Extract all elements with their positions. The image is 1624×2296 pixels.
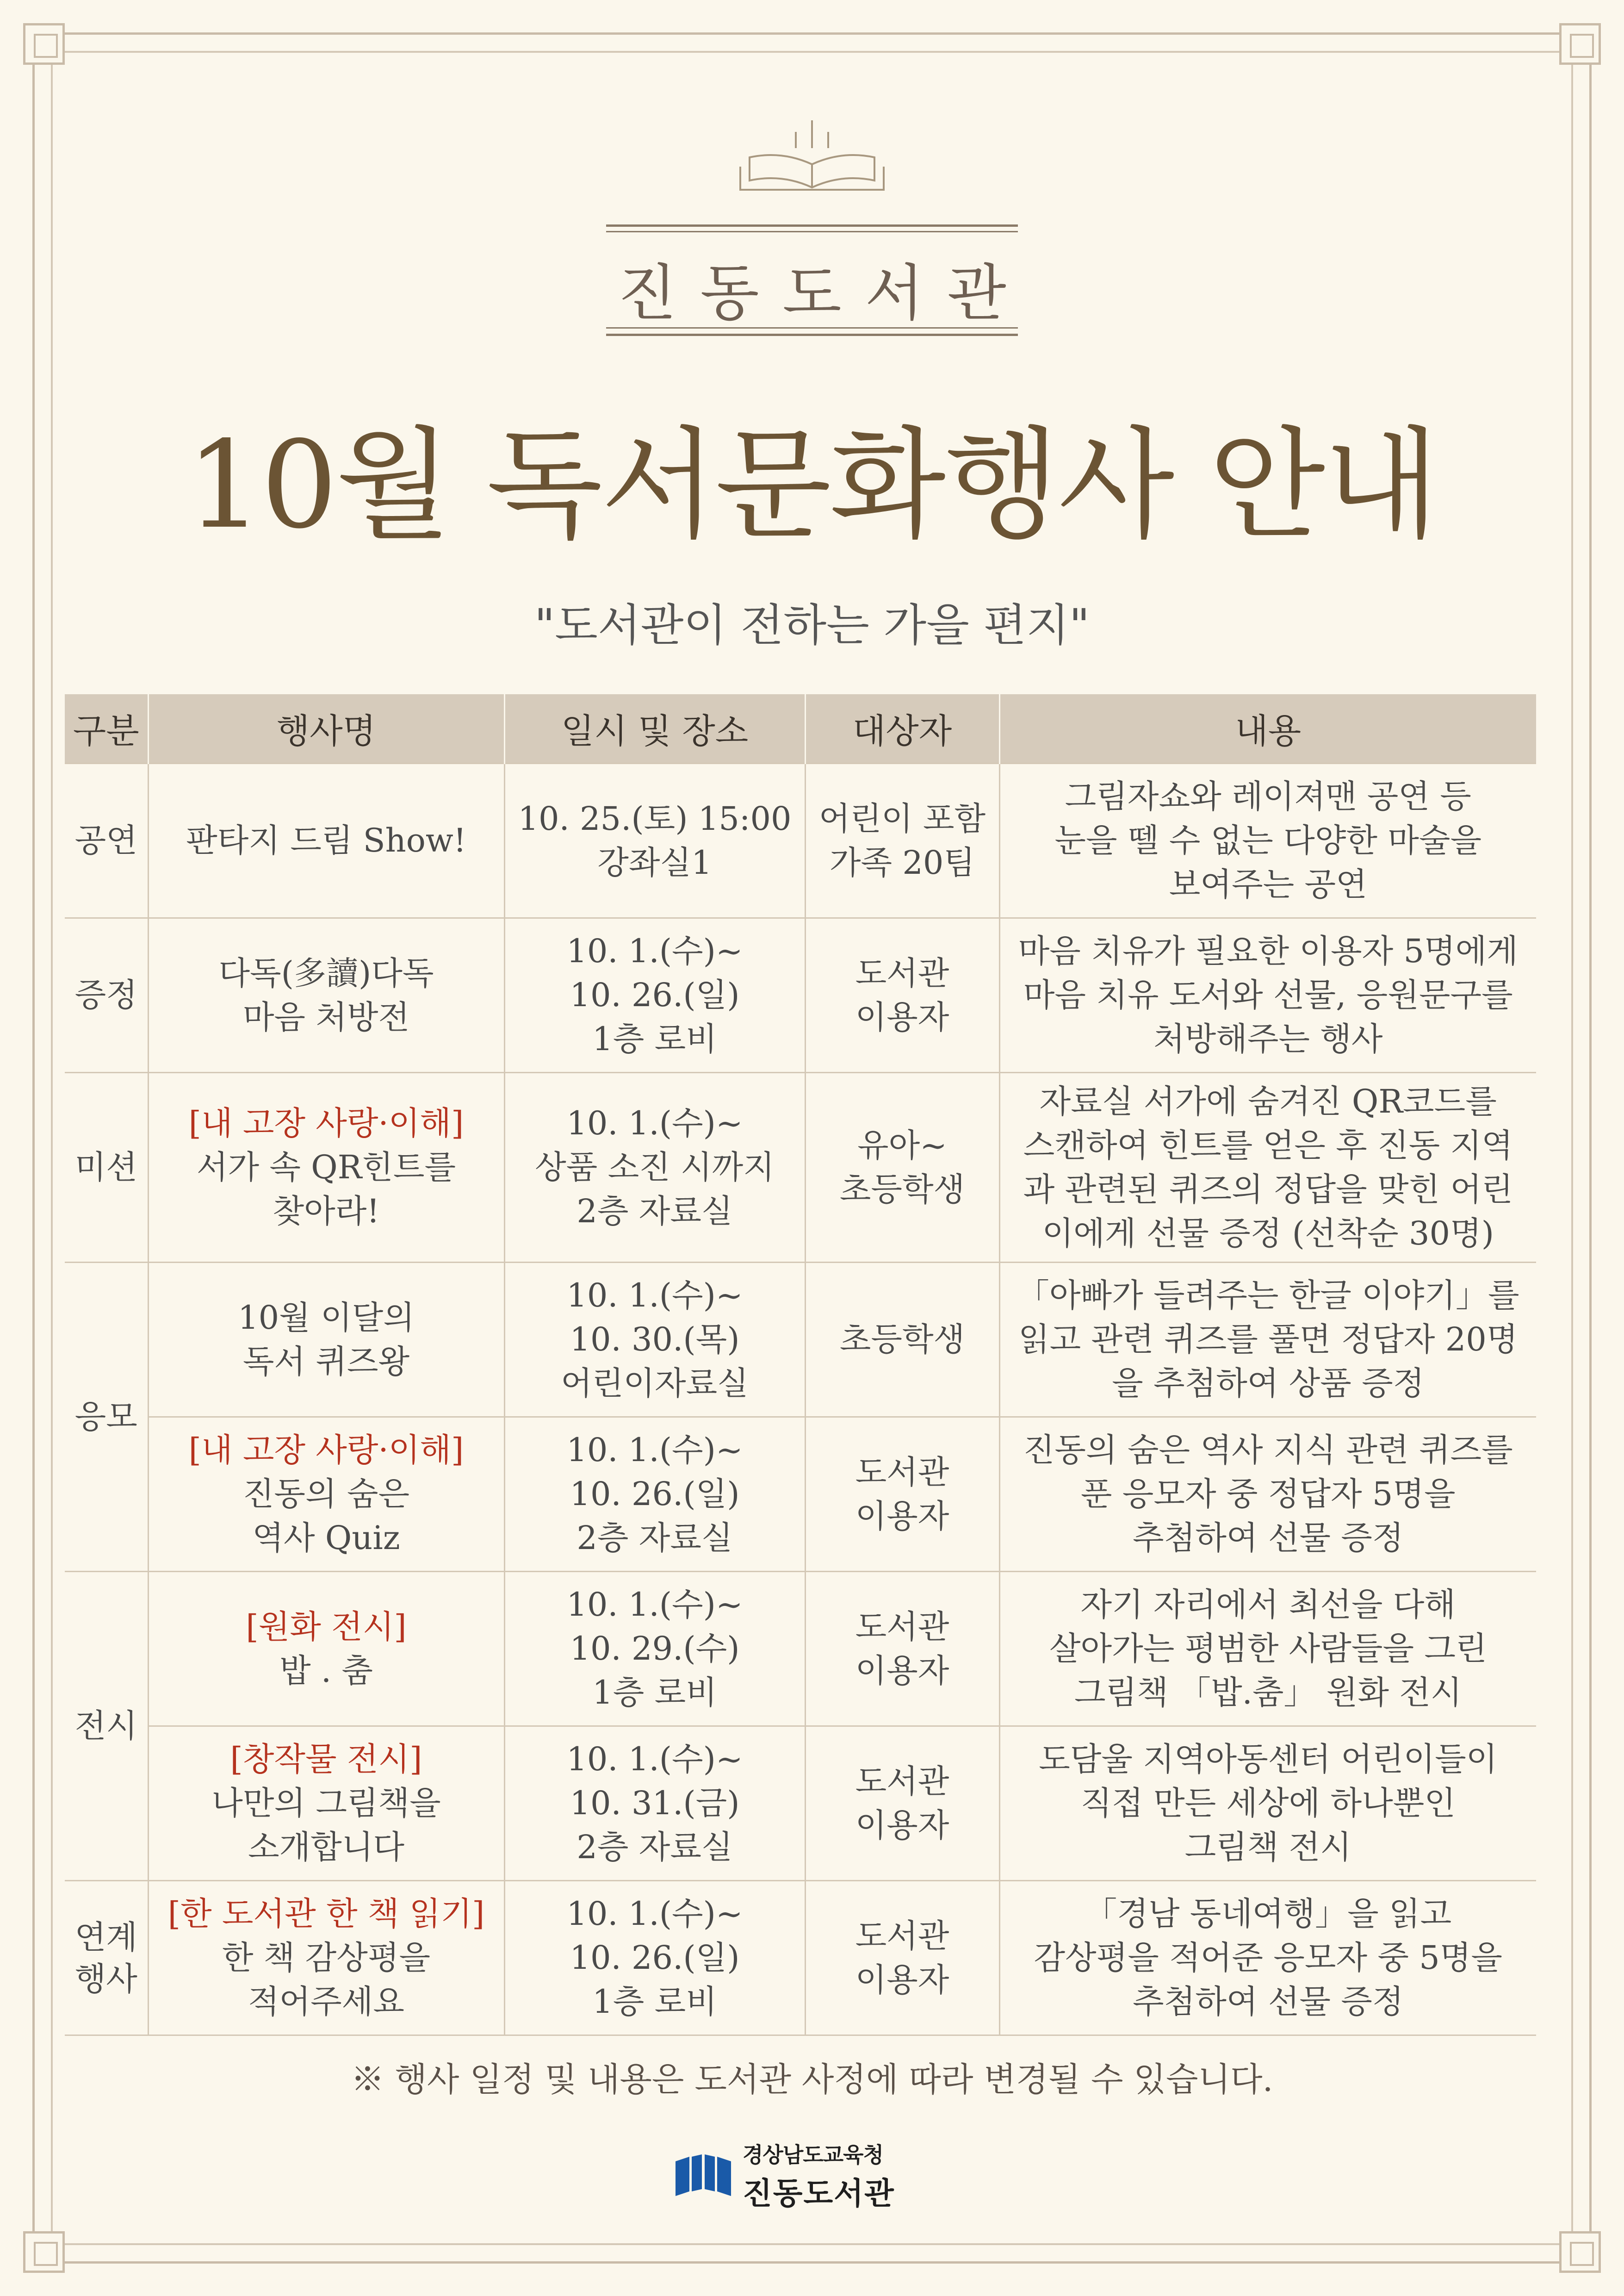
target-line: 초등학생 [839,1170,965,1208]
corner-ornament [23,23,65,65]
target-line: 이용자 [855,998,949,1036]
target-line: 가족 20팀 [829,843,975,882]
event-name-line: 서가 속 QR힌트를 [196,1148,456,1186]
target-cell [805,1572,999,1726]
event-name-line: 역사 Quiz [252,1519,400,1557]
schedule-cell [504,918,805,1073]
disclaimer-note: ※ 행사 일정 및 내용은 도서관 사정에 따라 변경될 수 있습니다. [351,2060,1273,2099]
content-line: 「아빠가 들려주는 한글 이야기」를 [1017,1276,1519,1314]
event-name-line: 독서 퀴즈왕 [242,1342,410,1381]
column-header: 대상자 [805,694,999,764]
content-cell [999,1881,1536,2035]
target-line: 도서관 [855,954,949,992]
content-line: 보여주는 공연 [1169,865,1367,903]
library-name-char: 도 [782,258,842,329]
content-cell [999,764,1536,918]
target-cell [805,1881,999,2035]
target-line: 도서관 [855,1607,949,1646]
library-name-header [606,224,1018,336]
content-line: 푼 응모자 중 정답자 5명을 [1080,1475,1456,1513]
event-name-line: 한 책 감상평을 [222,1939,431,1977]
table-row [65,1881,1536,2035]
event-tag: [내 고장 사랑·이해] [188,1104,464,1142]
schedule-line: 1층 로비 [592,1674,717,1711]
event-name-line: 찾아라! [273,1192,380,1230]
table-row [65,1572,1536,1726]
content-cell [999,1417,1536,1572]
library-name-char: 관 [947,258,1006,329]
schedule-line: 10. 1.(수)~ [566,932,743,970]
category-cell: 미션 [65,1073,148,1263]
event-name-line: 나만의 그림책을 [211,1784,441,1822]
content-line: 진동의 숨은 역사 지식 관련 퀴즈를 [1023,1431,1513,1469]
event-tag: [원화 전시] [246,1607,407,1646]
page-subtitle: "도서관이 전하는 가을 편지" [534,599,1090,651]
target-line: 이용자 [855,1497,949,1535]
target-cell [805,1073,999,1263]
schedule-line: 2층 자료실 [576,1828,733,1866]
event-name-line: 밥 . 춤 [279,1651,373,1690]
content-line: 도담울 지역아동센터 어린이들이 [1039,1740,1498,1778]
target-line: 이용자 [855,1960,949,1999]
event-tag: [내 고장 사랑·이해] [188,1431,464,1469]
schedule-line: 10. 1.(수)~ [566,1586,743,1624]
events-table [65,694,1536,2036]
schedule-line: 2층 자료실 [576,1192,733,1230]
table-row [65,1263,1536,1417]
content-line: 자기 자리에서 최선을 다해 [1080,1586,1456,1624]
target-line: 도서관 [855,1916,949,1955]
schedule-line: 10. 25.(토) 15:00 [518,799,792,838]
schedule-line: 10. 30.(목) [570,1320,740,1358]
content-line: 읽고 관련 퀴즈를 풀면 정답자 20명 [1018,1320,1518,1358]
content-line: 추첨하여 선물 증정 [1133,1519,1404,1557]
library-name-char: 서 [865,258,924,329]
library-name-char: 동 [700,258,759,329]
content-line: 과 관련된 퀴즈의 정답을 맞힌 어린 [1023,1170,1513,1208]
schedule-cell [504,1726,805,1881]
schedule-line: 2층 자료실 [576,1519,733,1557]
footer-library-name: 진동도서관 [743,2175,895,2211]
event-name-cell [148,1881,504,2035]
schedule-line: 10. 1.(수)~ [566,1431,743,1469]
header-rule [606,334,1018,336]
education-office-logo-icon [673,2152,733,2198]
event-name-line: 판타지 드림 Show! [186,821,466,859]
target-cell [805,1263,999,1417]
footer-logo [673,2142,895,2211]
schedule-line: 10. 26.(일) [570,1475,740,1513]
target-line: 이용자 [855,1806,949,1844]
schedule-line: 10. 29.(수) [570,1630,740,1668]
schedule-line: 1층 로비 [592,1020,717,1058]
schedule-line: 강좌실1 [597,843,712,882]
event-name-cell [148,1726,504,1881]
content-cell [999,918,1536,1073]
page-title: 10월 독서문화행사 안내 [186,416,1438,555]
category-cell: 증정 [65,918,148,1073]
table-header-row [65,694,1536,764]
target-line: 어린이 포함 [818,799,986,838]
schedule-line: 10. 31.(금) [570,1784,740,1822]
content-line: 「경남 동네여행」을 읽고 [1085,1895,1452,1933]
target-cell [805,1726,999,1881]
schedule-line: 10. 26.(일) [570,976,740,1014]
content-line: 그림책 전시 [1184,1828,1351,1866]
event-name-cell [148,764,504,918]
target-line: 도서관 [855,1453,949,1491]
table-row [65,1073,1536,1263]
header-rule [606,231,1018,232]
content-line: 스캔하여 힌트를 얻은 후 진동 지역 [1023,1126,1513,1164]
schedule-line: 10. 1.(수)~ [566,1895,743,1933]
table-row [65,918,1536,1073]
content-cell [999,1726,1536,1881]
event-name-line: 적어주세요 [248,1983,405,2021]
schedule-cell [504,1263,805,1417]
event-name-line: 소개합니다 [248,1828,405,1866]
target-cell [805,918,999,1073]
open-book-icon [731,120,893,199]
column-header: 일시 및 장소 [504,694,805,764]
header-rule [606,224,1018,227]
corner-ornament [23,2231,65,2273]
library-name-char: 진 [618,258,677,329]
content-line: 살아가는 평범한 사람들을 그린 [1049,1630,1487,1668]
footer-org-name: 경상남도교육청 [743,2142,884,2167]
content-line: 처방해주는 행사 [1153,1020,1383,1058]
event-name-line: 마음 처방전 [242,998,410,1036]
content-line: 그림책 「밥.춤」 원화 전시 [1074,1674,1462,1711]
header-rule [606,327,1018,329]
column-header: 행사명 [148,694,504,764]
event-name-cell [148,1263,504,1417]
content-cell [999,1263,1536,1417]
table-row [65,1726,1536,1881]
schedule-line: 10. 26.(일) [570,1939,740,1977]
event-name-cell [148,1417,504,1572]
content-line: 감상평을 적어준 응모자 중 5명을 [1034,1939,1503,1977]
content-line: 마음 치유 도서와 선물, 응원문구를 [1023,976,1513,1014]
schedule-cell [504,764,805,918]
schedule-line: 1층 로비 [592,1983,717,2021]
content-cell [999,1073,1536,1263]
corner-ornament [1559,23,1601,65]
content-line: 마음 치유가 필요한 이용자 5명에게 [1018,932,1518,970]
schedule-line: 10. 1.(수)~ [566,1104,743,1142]
content-line: 이에게 선물 증정 (선착순 30명) [1042,1214,1494,1252]
column-header: 내용 [999,694,1536,764]
event-name-cell [148,1073,504,1263]
content-line: 눈을 뗄 수 없는 다양한 마술을 [1054,821,1482,859]
content-line: 을 추첨하여 상품 증정 [1112,1364,1425,1402]
category-cell: 전시 [65,1572,148,1881]
column-header: 구분 [65,694,148,764]
schedule-cell [504,1572,805,1726]
target-cell [805,1417,999,1572]
target-line: 초등학생 [839,1320,965,1358]
event-name-line: 10월 이달의 [238,1298,415,1337]
schedule-cell [504,1881,805,2035]
event-name-cell [148,1572,504,1726]
event-tag: [창작물 전시] [230,1740,422,1778]
schedule-line: 10. 1.(수)~ [566,1276,743,1314]
target-line: 도서관 [855,1762,949,1800]
target-cell [805,764,999,918]
category-cell: 응모 [65,1263,148,1572]
content-line: 자료실 서가에 숨겨진 QR코드를 [1039,1082,1497,1120]
schedule-cell [504,1417,805,1572]
content-line: 추첨하여 선물 증정 [1133,1983,1404,2021]
category-cell: 공연 [65,764,148,918]
event-tag: [한 도서관 한 책 읽기] [167,1895,485,1933]
table-row [65,1417,1536,1572]
corner-ornament [1559,2231,1601,2273]
category-cell: 연계 행사 [65,1881,148,2035]
schedule-line: 상품 소진 시까지 [535,1148,775,1186]
schedule-cell [504,1073,805,1263]
content-line: 그림자쇼와 레이져맨 공연 등 [1065,778,1471,815]
content-line: 직접 만든 세상에 하나뿐인 [1080,1784,1456,1822]
event-name-line: 다독(多讀)다독 [218,954,434,992]
event-name-cell [148,918,504,1073]
event-name-line: 진동의 숨은 [242,1475,410,1513]
content-cell [999,1572,1536,1726]
target-line: 이용자 [855,1651,949,1690]
table-row [65,764,1536,918]
schedule-line: 어린이자료실 [561,1364,749,1402]
target-line: 유아~ [857,1126,947,1164]
schedule-line: 10. 1.(수)~ [566,1740,743,1778]
